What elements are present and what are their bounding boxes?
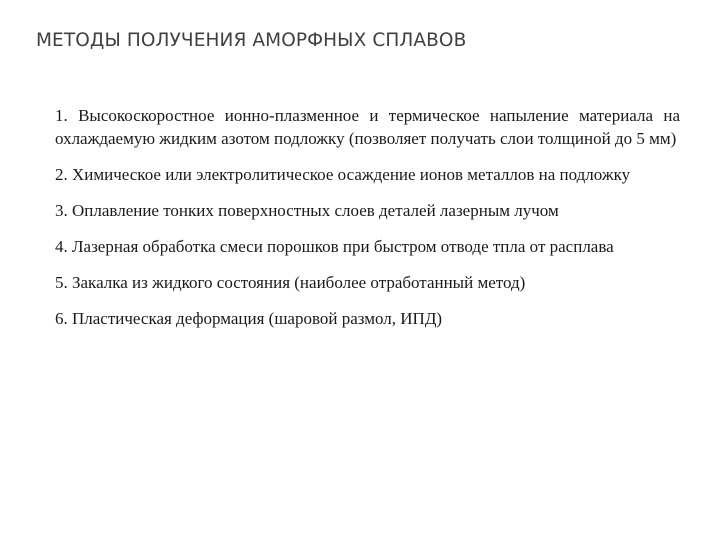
method-item-4: 4. Лазерная обработка смеси порошков при быстром отводе тпла от расплава — [55, 237, 614, 256]
method-item-1: 1. Высокоскоростное ионно-плазменное и термическое напыление материала на охлаждаемую жидким азотом подложку (позволяет получать слои толщиной до 5 мм) — [55, 106, 680, 148]
slide-title: МЕТОДЫ ПОЛУЧЕНИЯ АМОРФНЫХ СПЛАВОВ — [36, 30, 467, 51]
method-item-5: 5. Закалка из жидкого состояния (наиболее отработанный метод) — [55, 273, 526, 292]
method-item-6: 6. Пластическая деформация (шаровой размол, ИПД) — [55, 309, 443, 328]
method-item-3: 3. Оплавление тонких поверхностных слоев деталей лазерным лучом — [55, 201, 559, 220]
methods-list — [55, 104, 680, 343]
method-item-2: 2. Химическое или электролитическое осаждение ионов металлов на подложку — [55, 165, 631, 184]
